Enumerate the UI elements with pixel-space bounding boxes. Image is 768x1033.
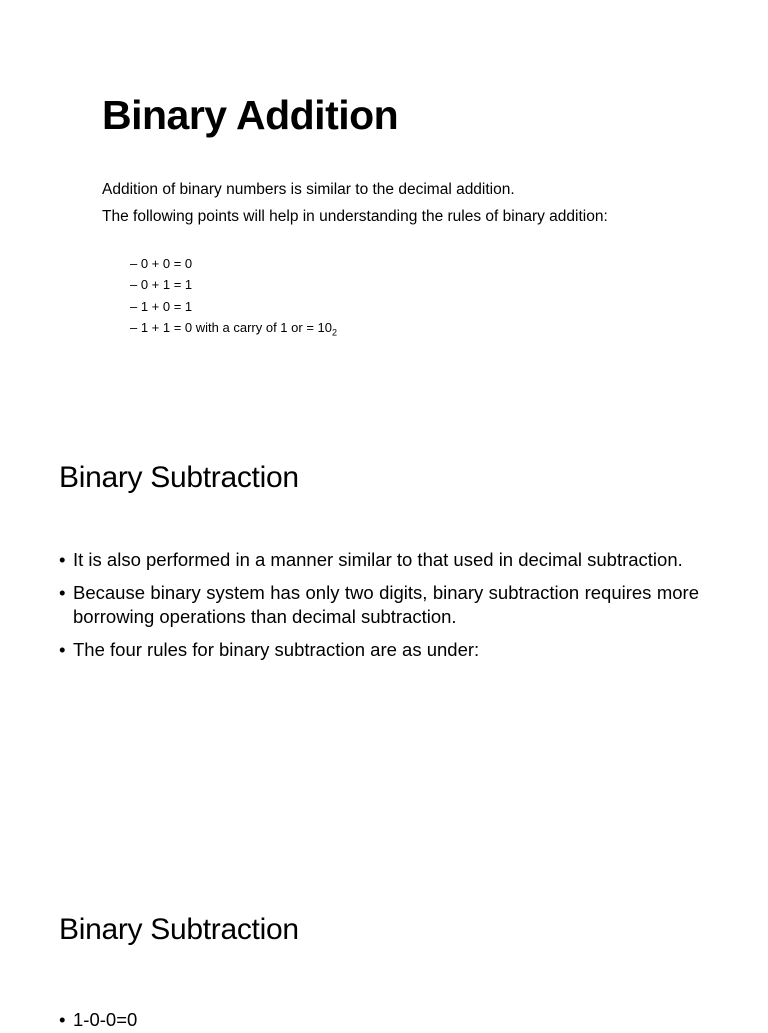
subtraction-bullets: [59, 548, 699, 670]
binary-subtraction-rules-title: Binary Subtraction: [59, 913, 299, 946]
addition-rule-carry: [130, 317, 337, 344]
addition-rule: – 0 + 0 = 0: [130, 256, 193, 271]
addition-points-text: The following points will help in understanding the rules of binary addition:: [102, 208, 608, 225]
base-subscript: 2: [331, 327, 337, 338]
addition-rule: – 1 + 0 = 1: [130, 298, 193, 314]
addition-rule: – 0 + 1 = 1: [130, 277, 193, 293]
subtraction-rule: • 1-0-0=0: [59, 1008, 137, 1033]
subtraction-bullet: • Because binary system has only two digits, binary subtraction requires more borrowing operations than decimal subtraction.: [59, 581, 699, 630]
addition-rules-list: [130, 253, 337, 344]
subtraction-bullet: • The four rules for binary subtraction are as under:: [59, 638, 699, 663]
binary-addition-title: Binary Addition: [102, 92, 399, 138]
binary-subtraction-title: Binary Subtraction: [59, 461, 299, 494]
addition-rule-carry-text: – 1 + 1 = 0 with a carry of 1 or = 10: [130, 319, 332, 335]
addition-intro: Addition of binary numbers is similar to the decimal addition.: [102, 181, 515, 198]
subtraction-bullet: • It is also performed in a manner similar to that used in decimal subtraction.: [59, 548, 699, 573]
subtraction-rules-bullets: [59, 1008, 137, 1033]
